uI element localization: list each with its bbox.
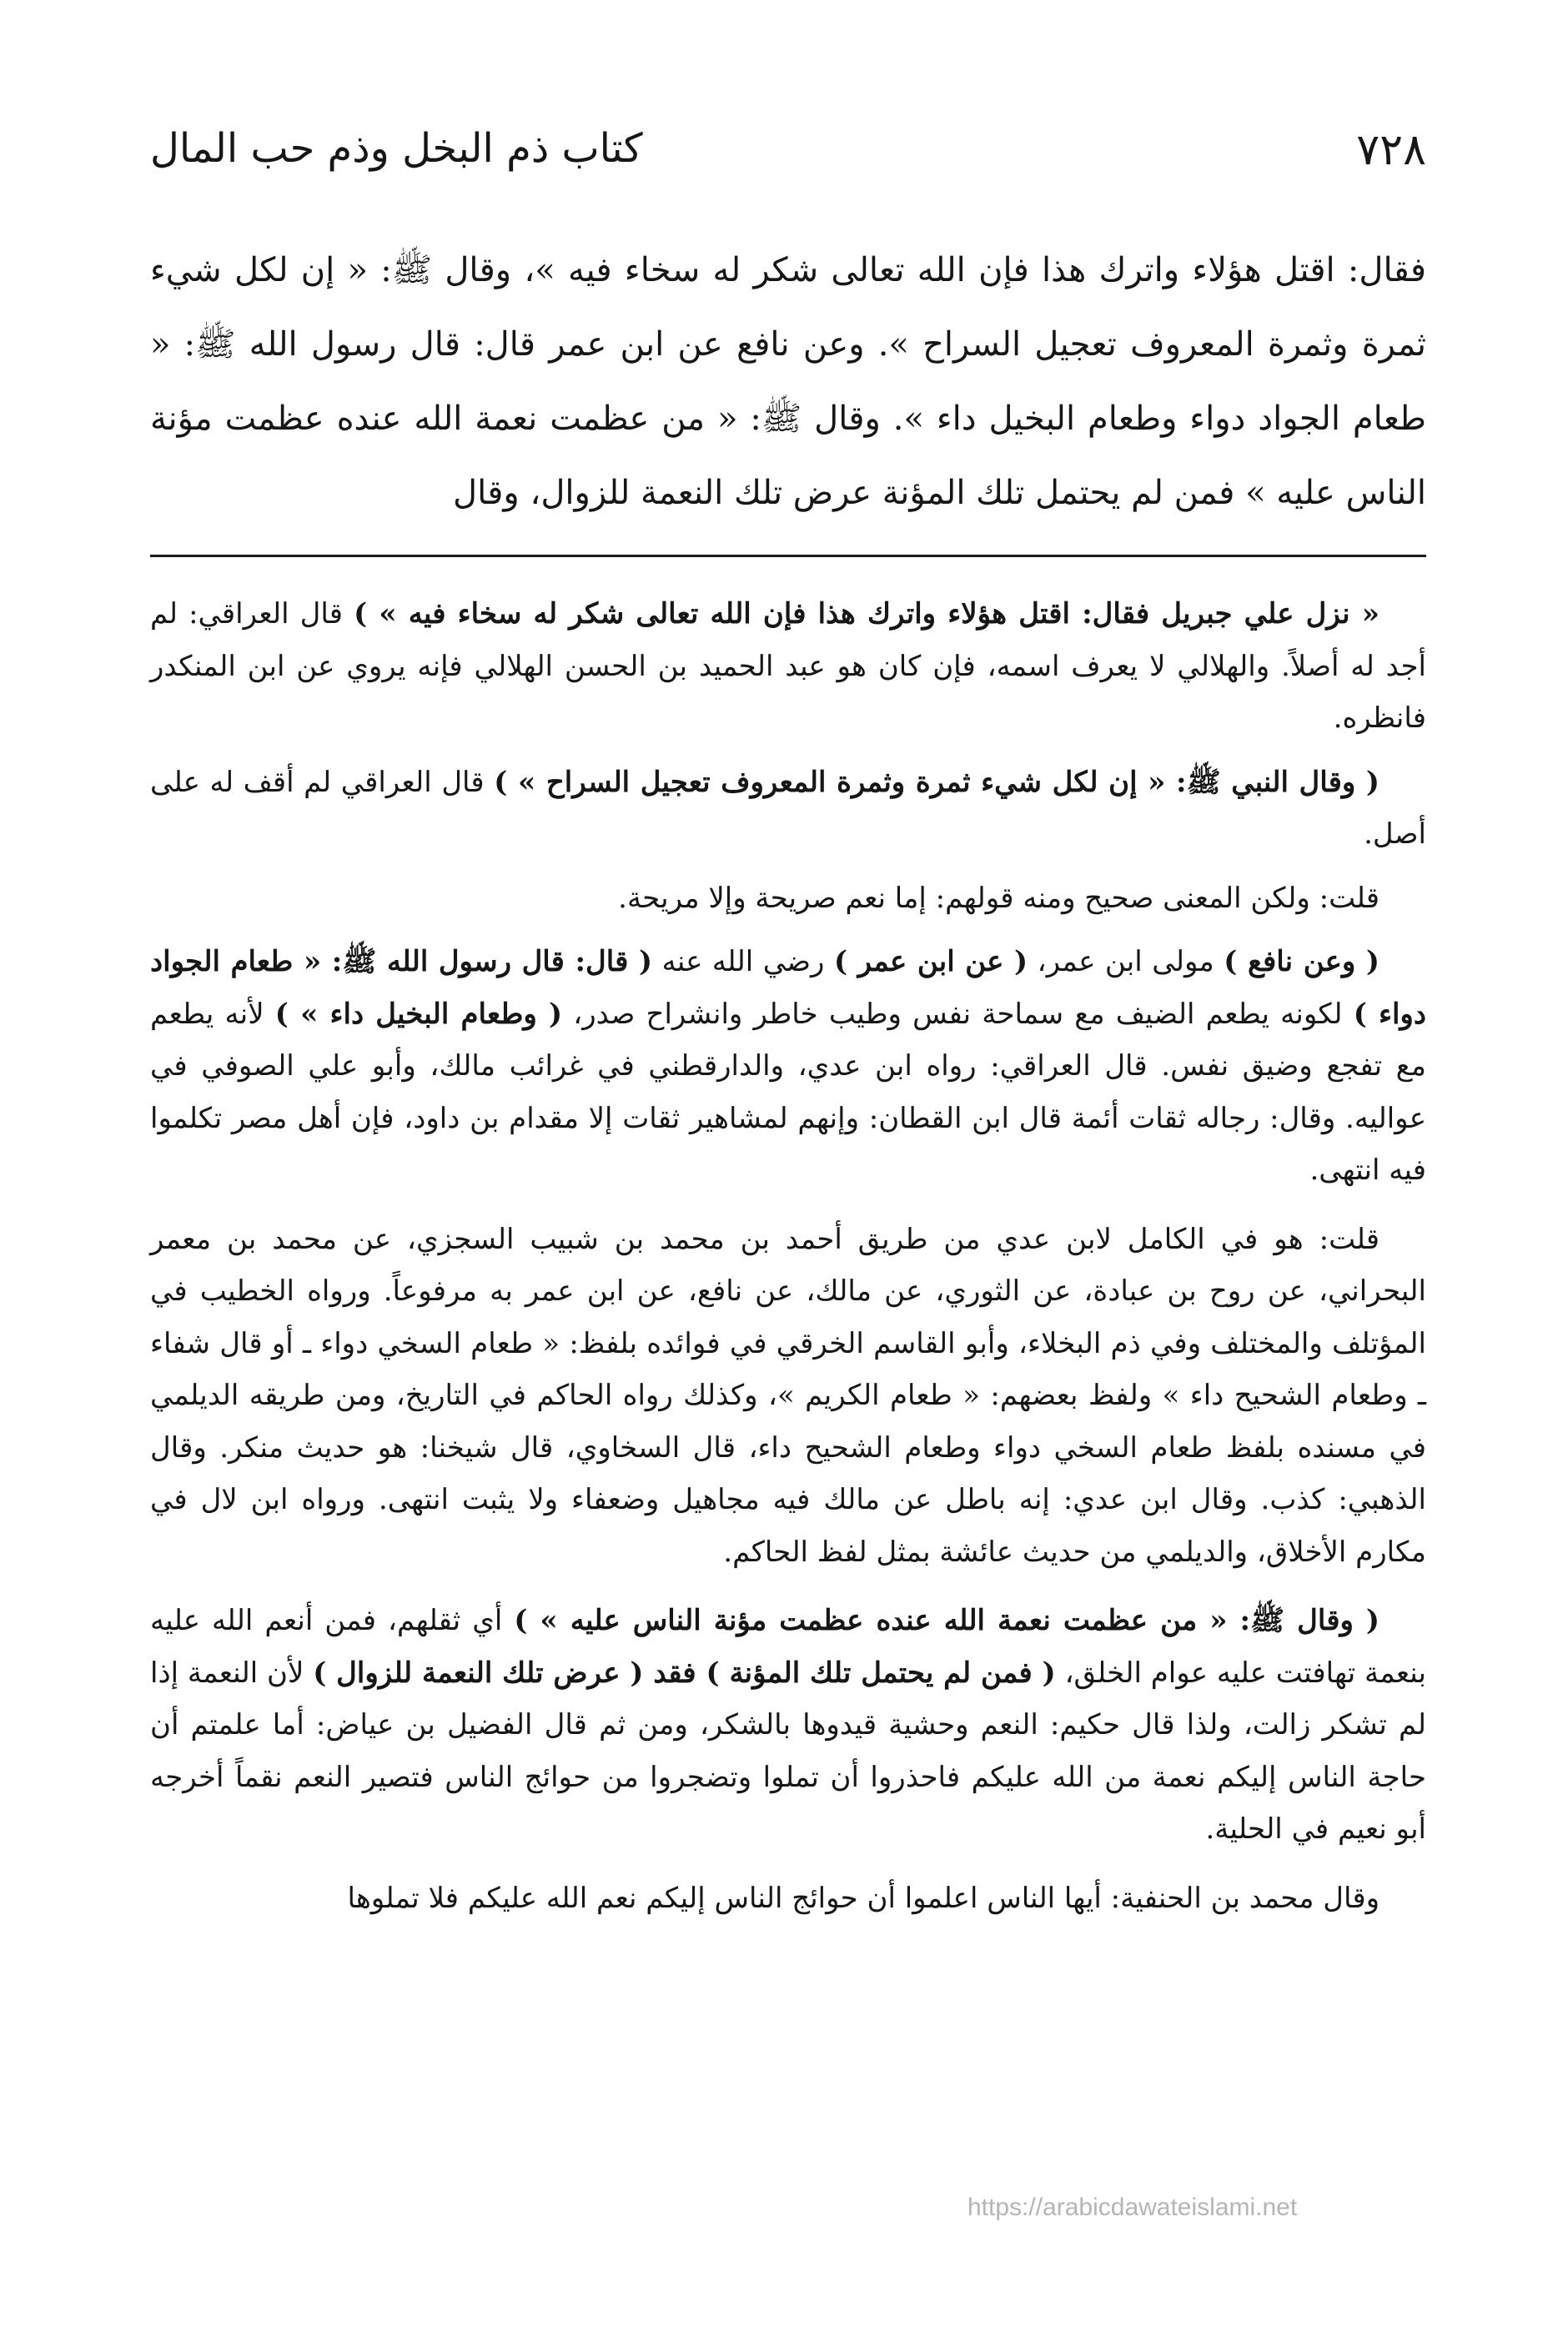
commentary-text: قلت: هو في الكامل لابن عدي من طريق أحمد بن محمد بن شبيب السجزي، عن محمد بن معمر البحراني، عن روح بن عبادة، عن الثوري، عن مالك، عن نافع، عن ابن عمر به مرفوعاً. ورواه الخطيب في المؤتلف والمختلف وفي ذم البخلاء، وأبو القاسم الخرقي في فوائده بلفظ: « طعام السخي دواء ـ أو قال شفاء ـ وطعام الشحيح داء » ولفظ بعضهم: « طعام الكريم »، وكذلك رواه الحاكم في التاريخ، ومن طريقه الديلمي في مسنده بلفظ طعام السخي دواء وطعام الشحيح داء، قال السخاوي، قال شيخنا: هو حديث منكر. وقال الذهبي: كذب. وقال ابن عدي: إنه باطل عن مالك فيه مجاهيل وضعفاء ولا يثبت انتهى. ورواه ابن لال في مكارم الأخلاق، والديلمي من حديث عائشة بمثل لفظ الحاكم.	[150, 1222, 1426, 1569]
quoted-hadith: « نزل علي جبريل فقال: اقتل هؤلاء واترك هذا فإن الله تعالى شكر له سخاء فيه » )	[354, 597, 1380, 631]
quoted-hadith: ( قال: قال رسول الله ﷺ: « طعام الجواد دواء )	[150, 945, 1426, 1031]
commentary-text: أي ثقلهم، فمن أنعم الله عليه بنعمة تهافتت عليه عوام الخلق،	[150, 1604, 1426, 1690]
commentary-paragraph-2	[150, 756, 1426, 861]
commentary-paragraph-3	[150, 872, 1426, 925]
main-text: فقال: اقتل هؤلاء واترك هذا فإن الله تعالى شكر له سخاء فيه »، وقال ﷺ: « إن لكل شيء ثمرة وثمرة المعروف تعجيل السراح ». وعن نافع عن ابن عمر قال: قال رسول الله ﷺ: « طعام الجواد دواء وطعام البخيل داء ». وقال ﷺ: « من عظمت نعمة الله عنده عظمت مؤنة الناس عليه » فمن لم يحتمل تلك المؤنة عرض تلك النعمة للزوال، وقال	[150, 251, 1426, 512]
commentary-text: مولى ابن عمر،	[1028, 945, 1224, 978]
commentary-paragraph-4	[150, 936, 1426, 1197]
commentary-text: لأن النعمة إذا لم تشكر زالت، ولذا قال حكيم: النعم وحشية قيدوها بالشكر، ومن ثم قال الفضيل بن عياض: أما علمتم أن حاجة الناس إليكم نعمة من الله عليكم فاحذروا أن تملوا وتضجروا من حوائج الناس فتصير النعم نقماً أخرجه أبو نعيم في الحلية.	[150, 1656, 1426, 1846]
commentary	[150, 588, 1426, 1941]
commentary-paragraph-7	[150, 1872, 1426, 1925]
commentary-paragraph-6	[150, 1595, 1426, 1856]
commentary-text: وقال محمد بن الحنفية: أيها الناس اعلموا أن حوائج الناس إليكم نعم الله عليكم فلا تملوها	[347, 1881, 1380, 1915]
book-title: كتاب ذم البخل وذم حب المال	[150, 125, 643, 172]
commentary-text: قال العراقي: لم أجد له أصلاً. والهلالي لا يعرف اسمه، فإن كان هو عبد الحميد بن الحسن الهلالي فإنه يروي عن ابن المنكدر فانظره.	[150, 597, 1426, 735]
page-number: ٧٢٨	[1356, 125, 1426, 175]
page-header	[150, 125, 1426, 192]
separator-rule	[150, 555, 1426, 557]
quoted-hadith: ( وقال النبي ﷺ: « إن لكل شيء ثمرة وثمرة المعروف تعجيل السراح » )	[494, 765, 1380, 799]
commentary-text: لأنه يطعم مع تفجع وضيق نفس. قال العراقي: رواه ابن عدي، والدارقطني في غرائب مالك، وأبو علي الصوفي في عواليه. وقال: رجاله ثقات أئمة قال ابن القطان: وإنهم لمشاهير ثقات إلا مقدام بن داود، فإن أهل مصر تكلموا فيه انتهى.	[150, 997, 1426, 1187]
quoted-hadith: ( وطعام البخيل داء » )	[274, 997, 563, 1031]
quoted-text: ( عن ابن عمر )	[833, 945, 1028, 978]
quoted-text: ( فمن لم يحتمل تلك المؤنة ) فقد ( عرض تلك النعمة للزوال )	[313, 1656, 1056, 1690]
book-page	[150, 108, 1426, 2277]
commentary-text: قلت: ولكن المعنى صحيح ومنه قولهم: إما نعم صريحة وإلا مريحة.	[618, 881, 1380, 915]
commentary-paragraph-1	[150, 588, 1426, 745]
quoted-text: ( وعن نافع )	[1224, 945, 1380, 978]
commentary-text: رضي الله عنه	[652, 945, 834, 978]
commentary-text: لكونه يطعم الضيف مع سماحة نفس وطيب خاطر وانشراح صدر،	[562, 997, 1354, 1031]
commentary-paragraph-5	[150, 1214, 1426, 1579]
watermark-url: https://arabicdawateislami.net	[967, 2194, 1298, 2221]
quoted-hadith: ( وقال ﷺ: « من عظمت نعمة الله عنده عظمت مؤنة الناس عليه » )	[514, 1604, 1380, 1637]
commentary-text: قال العراقي لم أقف له على أصل.	[150, 765, 1426, 851]
